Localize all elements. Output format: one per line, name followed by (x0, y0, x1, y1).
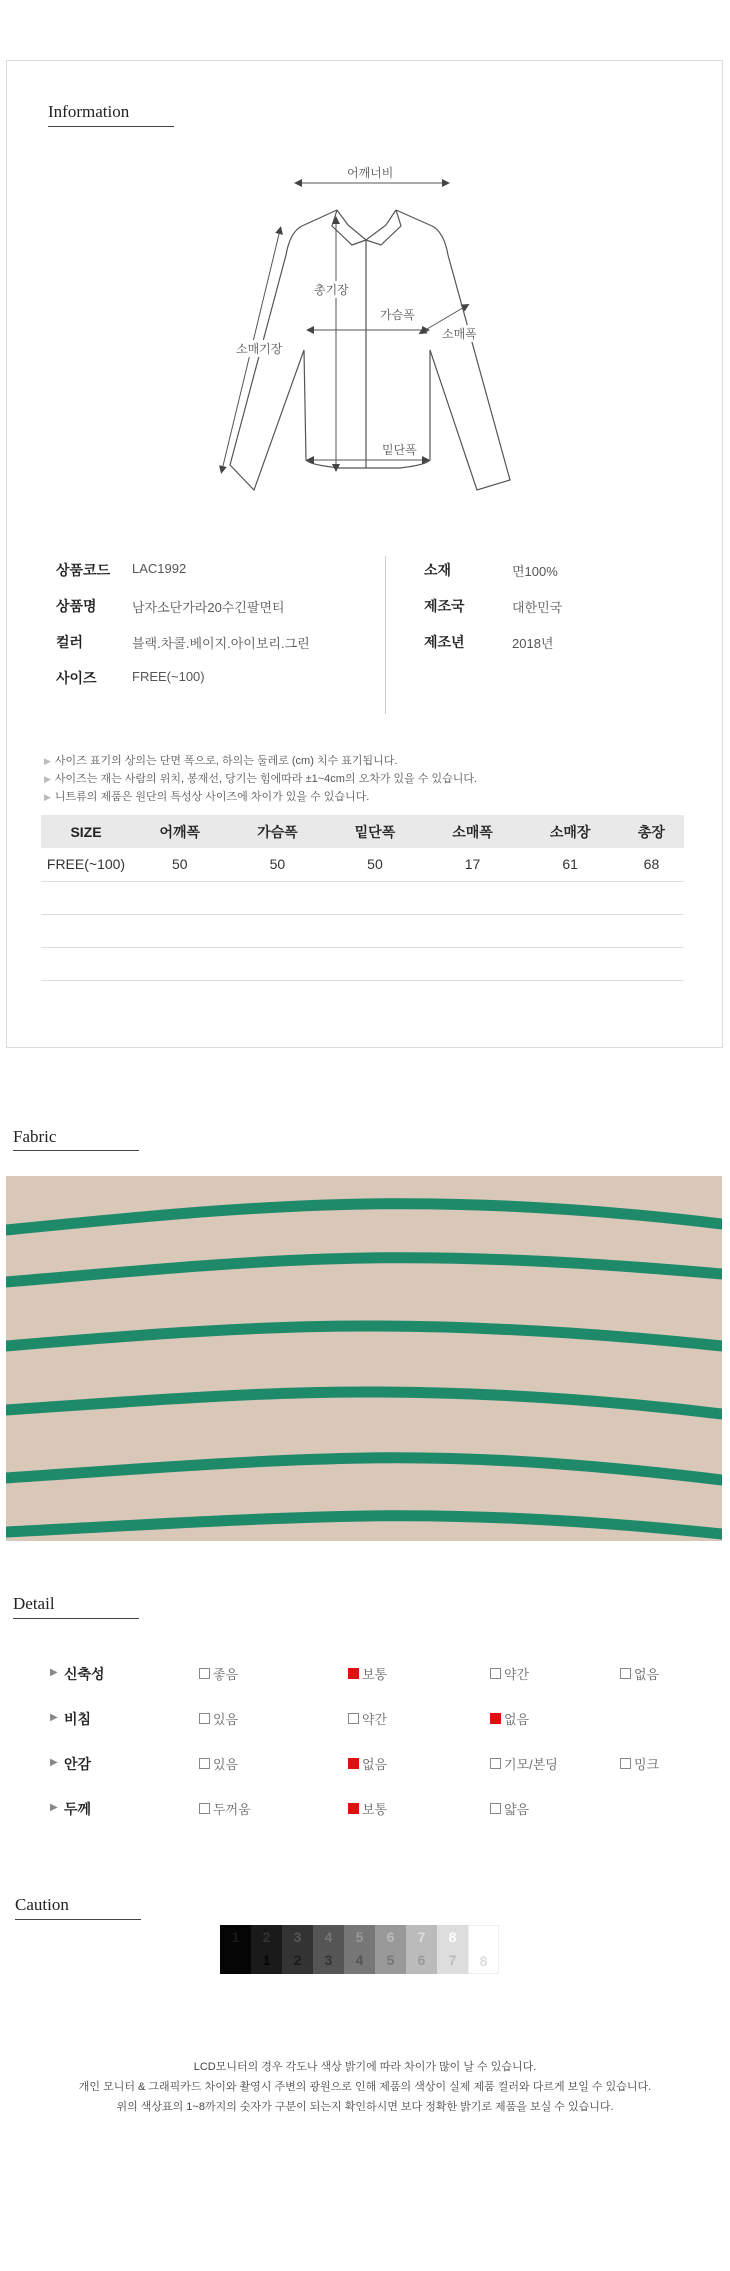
spec-label-year: 제조년 (424, 634, 465, 650)
size-table-header: 밑단폭 (326, 815, 424, 848)
sleeve-length-label: 소매기장 (236, 342, 283, 356)
brightness-swatch (282, 1925, 313, 1974)
spec-label-country: 제조국 (424, 598, 465, 614)
size-table-header: 소매폭 (424, 815, 522, 848)
fabric-title: Fabric (13, 1127, 57, 1146)
option-thickness-normal[interactable]: 보통 (348, 1799, 387, 1818)
table-cell: 50 (326, 848, 424, 881)
swatch-number-top: 7 (417, 1929, 426, 1945)
swatch-number-top: 8 (448, 1929, 457, 1945)
table-row-empty (41, 947, 684, 980)
option-lining-yes[interactable]: 있음 (199, 1754, 238, 1773)
brightness-swatch (468, 1925, 499, 1974)
spec-label-color: 컬러 (56, 634, 84, 650)
brightness-swatch (437, 1925, 468, 1974)
information-title-underline (48, 126, 174, 127)
detail-label-elasticity: 신축성 (64, 1666, 105, 1682)
option-lining-mink[interactable]: 밍크 (620, 1754, 659, 1773)
option-thickness-thin[interactable]: 얇음 (490, 1799, 529, 1818)
option-thickness-thick[interactable]: 두꺼움 (199, 1799, 251, 1818)
table-row-empty (41, 881, 684, 914)
caution-text: 개인 모니터 & 그래픽카드 차이와 촬영시 주변의 광원으로 인해 제품의 색상이 실제 제품 컬러와 다르게 보일 수 있습니다. (78, 2081, 652, 2093)
size-table-header: 어깨폭 (131, 815, 229, 848)
size-table-header: SIZE (41, 815, 131, 848)
brightness-swatch (406, 1925, 437, 1974)
swatch-number-bottom: 6 (417, 1952, 426, 1968)
swatch-number-bottom: 8 (479, 1953, 488, 1969)
swatch-number-top: 3 (293, 1929, 302, 1945)
detail-title-underline (13, 1618, 139, 1619)
size-note: ▶ 사이즈 표기의 상의는 단면 폭으로, 하의는 둘레로 (cm) 치수 표기됩니다. (44, 755, 398, 767)
fabric-stripes (6, 1176, 722, 1541)
table-row-empty (41, 914, 684, 947)
caution-text: 위의 색상표의 1~8까지의 숫자가 구분이 되는지 확인하시면 보다 정확한 밝기로 제품을 보실 수 있습니다. (116, 2101, 614, 2113)
detail-label-lining: 안감 (64, 1756, 92, 1772)
swatch-number-bottom: 7 (448, 1952, 457, 1968)
spec-label-name: 상품명 (56, 598, 97, 614)
spec-value-size: FREE(~100) (132, 669, 205, 684)
swatch-number-top: 4 (324, 1929, 333, 1945)
swatch-number-bottom: 1 (262, 1952, 271, 1968)
swatch-number-bottom: 4 (355, 1952, 364, 1968)
option-sheerness-slight[interactable]: 약간 (348, 1709, 387, 1728)
hem-label: 밑단폭 (382, 443, 417, 457)
spec-value-country: 대한민국 (512, 600, 563, 615)
table-cell: 17 (424, 848, 522, 881)
total-length-label: 총기장 (314, 283, 349, 297)
table-cell: FREE(~100) (41, 848, 131, 881)
brightness-swatch-strip (220, 1925, 499, 1974)
swatch-number-top: 5 (355, 1929, 364, 1945)
spec-label-code: 상품코드 (56, 562, 111, 578)
size-table-header: 소매장 (521, 815, 619, 848)
size-table-header: 총장 (619, 815, 684, 848)
bullet-icon: ▶ (44, 774, 51, 784)
detail-label-thickness: 두께 (64, 1801, 92, 1817)
swatch-number-bottom: 3 (324, 1952, 333, 1968)
spec-divider (385, 556, 386, 714)
size-table-header: 가슴폭 (229, 815, 327, 848)
fabric-swatch-image (6, 1176, 722, 1541)
sleeve-width-label: 소매폭 (442, 327, 477, 341)
caution-title-underline (15, 1919, 141, 1920)
size-note: ▶ 사이즈는 재는 사람의 위치, 봉재선, 당기는 힘에따라 ±1~4cm의 오차가 있을 수 있습니다. (44, 773, 478, 785)
detail-title: Detail (13, 1594, 55, 1613)
table-row (41, 848, 684, 881)
table-cell: 68 (619, 848, 684, 881)
caution-title: Caution (15, 1895, 69, 1914)
size-table (41, 815, 684, 981)
swatch-number-top: 6 (386, 1929, 395, 1945)
spec-value-color: 블랙.차콜.베이지.아이보리.그린 (132, 636, 310, 651)
spec-value-material: 면100% (512, 564, 558, 579)
option-lining-none[interactable]: 없음 (348, 1754, 387, 1773)
brightness-swatch (344, 1925, 375, 1974)
fabric-title-underline (13, 1150, 139, 1151)
swatch-number-bottom: 5 (386, 1952, 395, 1968)
caution-text: LCD모니터의 경우 각도나 색상 밝기에 따라 차이가 많이 날 수 있습니다. (193, 2061, 537, 2073)
information-title: Information (48, 102, 130, 121)
option-elasticity-normal[interactable]: 보통 (348, 1664, 387, 1683)
detail-label-sheerness: 비침 (64, 1711, 92, 1727)
garment-measurement-diagram (200, 160, 530, 500)
brightness-swatch (220, 1925, 251, 1974)
table-cell: 50 (131, 848, 229, 881)
table-cell: 50 (229, 848, 327, 881)
bullet-icon: ▶ (50, 1667, 58, 1678)
swatch-number-bottom: 2 (293, 1952, 302, 1968)
swatch-number-top: 1 (231, 1929, 240, 1945)
option-sheerness-yes[interactable]: 있음 (199, 1709, 238, 1728)
size-note: ▶ 니트류의 제품은 원단의 특성상 사이즈에 차이가 있을 수 있습니다. (44, 791, 370, 803)
spec-label-size: 사이즈 (56, 670, 97, 686)
size-table-header-row (41, 815, 684, 848)
bullet-icon: ▶ (44, 792, 51, 802)
option-elasticity-slight[interactable]: 약간 (490, 1664, 529, 1683)
bullet-icon: ▶ (44, 756, 51, 766)
shoulder-label: 어깨너비 (347, 166, 394, 180)
option-elasticity-none[interactable]: 없음 (620, 1664, 659, 1683)
chest-label: 가슴폭 (380, 308, 415, 322)
bullet-icon: ▶ (50, 1757, 58, 1768)
option-elasticity-good[interactable]: 좋음 (199, 1664, 238, 1683)
swatch-number-top: 2 (262, 1929, 271, 1945)
brightness-swatch (313, 1925, 344, 1974)
bullet-icon: ▶ (50, 1802, 58, 1813)
brightness-swatch (375, 1925, 406, 1974)
spec-value-code: LAC1992 (132, 561, 187, 576)
bullet-icon: ▶ (50, 1712, 58, 1723)
brightness-swatch (251, 1925, 282, 1974)
spec-value-name: 남자소단가라20수긴팔면티 (132, 600, 285, 615)
option-lining-brushed[interactable]: 기모/본딩 (490, 1754, 558, 1773)
table-cell: 61 (521, 848, 619, 881)
spec-value-year: 2018년 (512, 636, 554, 651)
spec-label-material: 소재 (424, 562, 452, 578)
option-sheerness-none[interactable]: 없음 (490, 1709, 529, 1728)
